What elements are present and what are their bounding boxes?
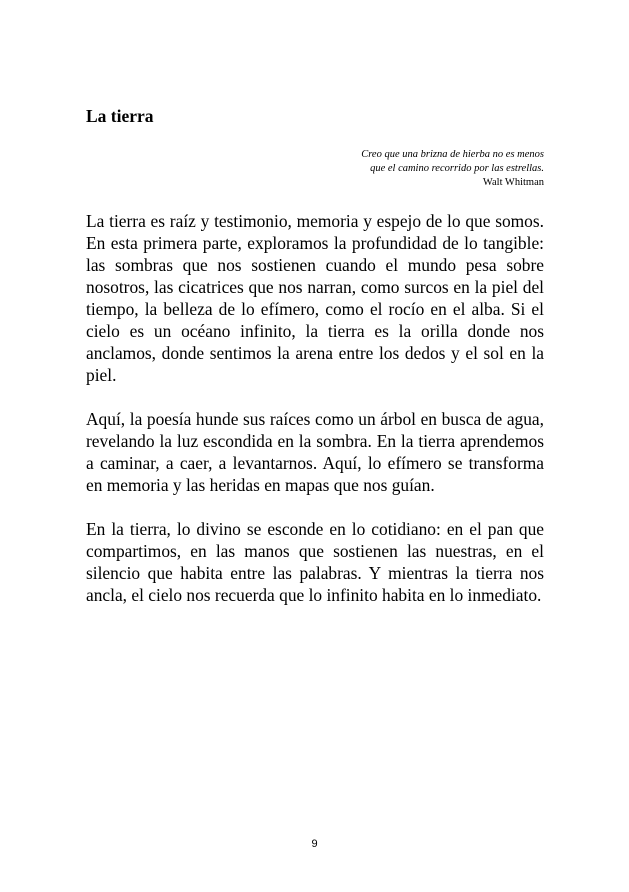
chapter-title: La tierra	[86, 106, 154, 126]
paragraph-1: La tierra es raíz y testimonio, memoria y espejo de lo que somos. En esta primera parte, exploramos la profundidad de lo tangible: las sombras que nos sostienen cuando el mundo pesa sobre nosotros, las cicatrices que nos narran, como surcos en la piel del tiempo, la belleza de lo efímero, como el rocío en el alba. Si el cielo es un océano infinito, la tierra es la orilla donde nos anclamos, donde sentimos la arena entre los dedos y el sol en la piel.	[86, 211, 544, 385]
page-number: 9	[311, 838, 318, 850]
body-text	[86, 210, 544, 628]
epigraph-line-1: Creo que una brizna de hierba no es menos	[361, 149, 544, 160]
epigraph	[124, 148, 544, 190]
epigraph-line-2: que el camino recorrido por las estrellas.	[370, 163, 544, 174]
paragraph-2: Aquí, la poesía hunde sus raíces como un árbol en busca de agua, revelando la luz escondida en la sombra. En la tierra aprendemos a caminar, a caer, a levantarnos. Aquí, lo efímero se transforma en memoria y las heridas en mapas que nos guían.	[86, 409, 544, 495]
epigraph-author: Walt Whitman	[482, 177, 544, 188]
paragraph-3: En la tierra, lo divino se esconde en lo cotidiano: en el pan que compartimos, en las manos que sostienen las nuestras, en el silencio que habita entre las palabras. Y mientras la tierra nos ancla, el cielo nos recuerda que lo infinito habita en lo inmediato.	[86, 519, 544, 605]
